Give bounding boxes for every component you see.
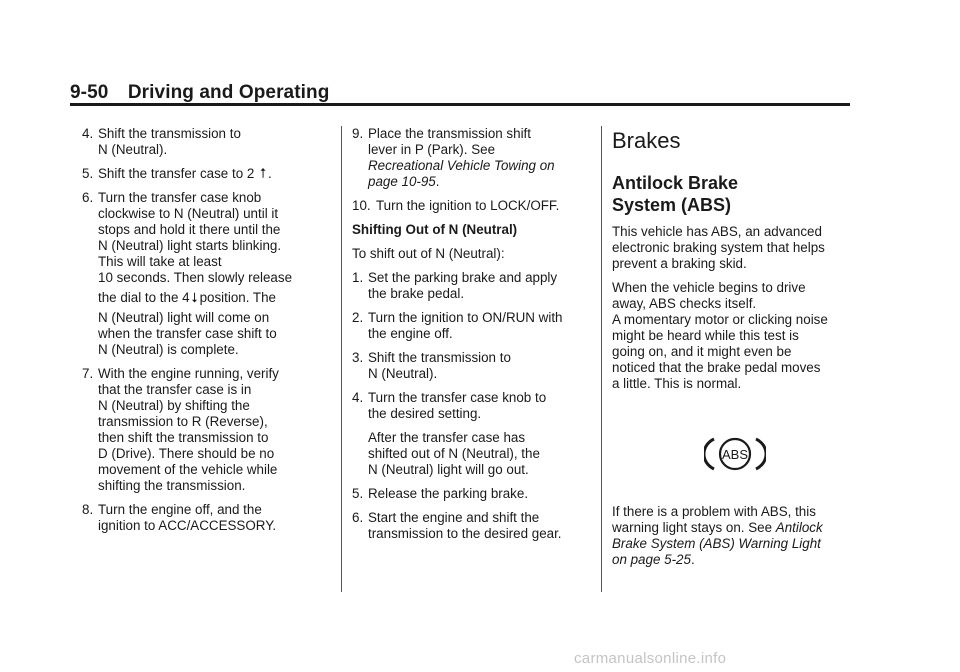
- header-rule: [70, 103, 850, 106]
- heading-abs: Antilock Brake System (ABS): [612, 173, 739, 215]
- link-page-10-95[interactable]: page 10-95: [368, 174, 436, 189]
- section-title: Driving and Operating: [127, 82, 330, 103]
- intro-text: To shift out of N (Neutral):: [352, 246, 505, 261]
- page-number: 9-50: [70, 82, 109, 103]
- column-right: [612, 126, 857, 576]
- page-header: [70, 82, 329, 104]
- column-middle: [352, 126, 592, 550]
- step-5: 5. Shift the transfer case to 2 ⭡ .: [82, 166, 272, 181]
- arrow-up-icon: ⭡: [259, 166, 267, 181]
- step-8: 8. Turn the engine off, and the ignition to ACC/ACCESSORY.: [82, 502, 277, 533]
- abs-warning-icon: [704, 434, 766, 474]
- neutral-step-1: 1. Set the parking brake and apply the brake pedal.: [352, 270, 558, 301]
- column-left: [82, 126, 332, 542]
- link-abs-warning-light[interactable]: Antilock: [775, 520, 823, 535]
- subheading-shifting-out: Shifting Out of N (Neutral): [352, 222, 518, 237]
- step-4: 4. Shift the transmission to N (Neutral).: [82, 126, 241, 157]
- neutral-step-6: 6. Start the engine and shift the transmission to the desired gear.: [352, 510, 562, 541]
- step-7: 7. With the engine running, verify that the transfer case is in N (Neutral) by shifting the transmission to R (Reverse), then shift the transmission to D (Drive). There should be no movement of the vehicle while shifting the transmission.: [82, 366, 279, 493]
- neutral-step-5: 5. Release the parking brake.: [352, 486, 529, 501]
- neutral-step-3: 3. Shift the transmission to N (Neutral).: [352, 350, 511, 381]
- neutral-note: After the transfer case has shifted out of N (Neutral), the N (Neutral) light will go out.: [368, 430, 540, 477]
- arrow-down-icon: ⭣: [191, 290, 198, 305]
- watermark: carmanualsonline.info: [574, 650, 727, 667]
- link-recreational-towing[interactable]: Recreational Vehicle Towing on: [368, 158, 555, 173]
- abs-paragraph-1: This vehicle has ABS, an advanced electronic braking system that helps prevent a braking skid.: [612, 224, 825, 271]
- step-6: 6. Turn the transfer case knob clockwise to N (Neutral) until it stops and hold it there until the N (Neutral) light starts blinking. This will take at least 10 seconds. Then slowly release the dial to the 4 ⭣ position. The N (Neutral) light will come on when the transfer case shift to N (Neutral) is complete.: [82, 190, 293, 357]
- neutral-step-2: 2. Turn the ignition to ON/RUN with the engine off.: [352, 310, 563, 341]
- neutral-step-4: 4. Turn the transfer case knob to the desired setting.: [352, 390, 547, 421]
- link-abs-warning-light-cont[interactable]: Brake System (ABS) Warning Light: [612, 536, 821, 551]
- abs-paragraph-3: If there is a problem with ABS, this warning light stays on. See Antilock Brake System (ABS) Warning Light on page 5-25.: [612, 504, 823, 567]
- abs-paragraph-2: When the vehicle begins to drive away, ABS checks itself. A momentary motor or clicking noise might be heard while this test is going on, and it might even be noticed that the brake pedal moves a little. This is normal.: [612, 280, 828, 391]
- abs-icon-text: ABS: [721, 447, 748, 462]
- column-divider: [341, 126, 342, 592]
- step-10: 10. Turn the ignition to LOCK/OFF.: [352, 198, 560, 213]
- column-divider: [601, 126, 602, 592]
- link-page-5-25[interactable]: on page 5-25: [612, 552, 691, 567]
- heading-brakes: Brakes: [612, 128, 681, 153]
- step-9: 9. Place the transmission shift lever in P (Park). See Recreational Vehicle Towing on page 10-95.: [352, 126, 555, 189]
